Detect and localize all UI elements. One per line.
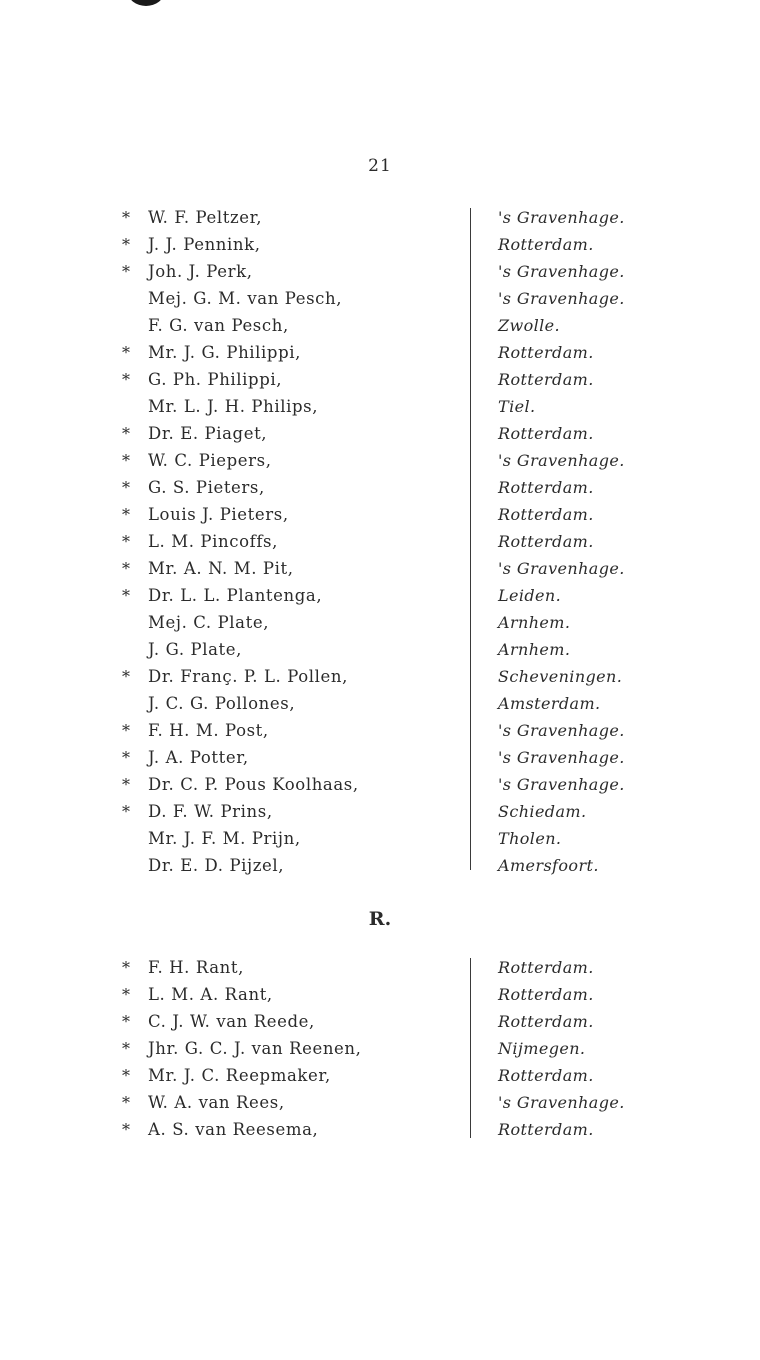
member-row (120, 339, 640, 366)
member-place: Rotterdam. (498, 532, 594, 551)
member-name: Joh. J. Perk, (148, 262, 253, 281)
ink-blot (128, 0, 164, 6)
page-number: 21 (368, 156, 392, 176)
member-place: 's Gravenhage. (498, 748, 625, 767)
member-row (120, 1062, 640, 1089)
member-place: Rotterdam. (498, 424, 594, 443)
member-name: Mr. J. F. M. Prijn, (148, 829, 301, 848)
member-name: Jhr. G. C. J. van Reenen, (148, 1039, 362, 1058)
asterisk-mark: * (122, 1012, 130, 1031)
member-place: Zwolle. (498, 316, 561, 335)
asterisk-mark: * (122, 721, 130, 740)
member-name: Mr. J. C. Reepmaker, (148, 1066, 331, 1085)
member-name: W. A. van Rees, (148, 1093, 285, 1112)
member-name: L. M. A. Rant, (148, 985, 273, 1004)
member-row (120, 1089, 640, 1116)
asterisk-mark: * (122, 667, 130, 686)
member-place: Scheveningen. (498, 667, 623, 686)
asterisk-mark: * (122, 802, 130, 821)
asterisk-mark: * (122, 343, 130, 362)
asterisk-mark: * (122, 775, 130, 794)
member-name: Dr. C. P. Pous Koolhaas, (148, 775, 359, 794)
member-row (120, 528, 640, 555)
member-place: 's Gravenhage. (498, 1093, 625, 1112)
member-row (120, 204, 640, 231)
member-place: Rotterdam. (498, 343, 594, 362)
member-row (120, 852, 640, 879)
member-name: Mr. L. J. H. Philips, (148, 397, 319, 416)
member-name: Mej. C. Plate, (148, 613, 270, 632)
member-row (120, 420, 640, 447)
member-name: Mr. J. G. Philippi, (148, 343, 301, 362)
member-name: J. J. Pennink, (148, 235, 261, 254)
member-name: Louis J. Pieters, (148, 505, 289, 524)
member-row (120, 474, 640, 501)
member-name: J. C. G. Pollones, (148, 694, 296, 713)
member-row (120, 954, 640, 981)
member-place: 's Gravenhage. (498, 208, 625, 227)
member-name: G. Ph. Philippi, (148, 370, 283, 389)
member-row (120, 663, 640, 690)
member-name: W. C. Piepers, (148, 451, 272, 470)
member-name: Dr. Franç. P. L. Pollen, (148, 667, 348, 686)
member-place: Schiedam. (498, 802, 587, 821)
member-row (120, 501, 640, 528)
asterisk-mark: * (122, 985, 130, 1004)
asterisk-mark: * (122, 235, 130, 254)
member-place: Rotterdam. (498, 505, 594, 524)
member-row (120, 393, 640, 420)
asterisk-mark: * (122, 208, 130, 227)
member-place: Leiden. (498, 586, 562, 605)
asterisk-mark: * (122, 451, 130, 470)
member-place: Amsterdam. (498, 694, 601, 713)
asterisk-mark: * (122, 1066, 130, 1085)
member-row (120, 690, 640, 717)
member-row (120, 1008, 640, 1035)
member-place: Rotterdam. (498, 985, 594, 1004)
member-place: Rotterdam. (498, 370, 594, 389)
member-name: C. J. W. van Reede, (148, 1012, 315, 1031)
member-row (120, 798, 640, 825)
member-row (120, 771, 640, 798)
member-place: Tiel. (498, 397, 536, 416)
member-row (120, 258, 640, 285)
member-row (120, 981, 640, 1008)
member-row (120, 285, 640, 312)
member-row (120, 1035, 640, 1062)
member-row (120, 555, 640, 582)
member-place: Rotterdam. (498, 1120, 594, 1139)
member-row (120, 366, 640, 393)
member-row (120, 447, 640, 474)
member-name: Mej. G. M. van Pesch, (148, 289, 343, 308)
member-name: J. G. Plate, (148, 640, 242, 659)
member-list-r (120, 954, 640, 1143)
asterisk-mark: * (122, 478, 130, 497)
member-place: 's Gravenhage. (498, 289, 625, 308)
asterisk-mark: * (122, 559, 130, 578)
member-name: Dr. L. L. Plantenga, (148, 586, 323, 605)
member-place: Rotterdam. (498, 478, 594, 497)
member-place: Arnhem. (498, 640, 571, 659)
member-row (120, 231, 640, 258)
member-place: 's Gravenhage. (498, 451, 625, 470)
member-place: 's Gravenhage. (498, 262, 625, 281)
member-place: Tholen. (498, 829, 562, 848)
member-place: Rotterdam. (498, 235, 594, 254)
asterisk-mark: * (122, 424, 130, 443)
asterisk-mark: * (122, 1093, 130, 1112)
member-place: 's Gravenhage. (498, 775, 625, 794)
asterisk-mark: * (122, 532, 130, 551)
member-name: L. M. Pincoffs, (148, 532, 278, 551)
asterisk-mark: * (122, 1039, 130, 1058)
member-name: F. G. van Pesch, (148, 316, 289, 335)
member-row (120, 1116, 640, 1143)
asterisk-mark: * (122, 370, 130, 389)
member-name: D. F. W. Prins, (148, 802, 273, 821)
member-place: Rotterdam. (498, 1012, 594, 1031)
member-name: J. A. Potter, (148, 748, 249, 767)
member-name: Dr. E. Piaget, (148, 424, 268, 443)
asterisk-mark: * (122, 586, 130, 605)
member-place: 's Gravenhage. (498, 721, 625, 740)
asterisk-mark: * (122, 958, 130, 977)
member-row (120, 825, 640, 852)
asterisk-mark: * (122, 748, 130, 767)
member-name: F. H. M. Post, (148, 721, 269, 740)
member-place: Rotterdam. (498, 1066, 594, 1085)
member-row (120, 609, 640, 636)
member-row (120, 744, 640, 771)
member-place: Nijmegen. (498, 1039, 586, 1058)
asterisk-mark: * (122, 1120, 130, 1139)
member-list-p (120, 204, 640, 879)
asterisk-mark: * (122, 262, 130, 281)
member-name: W. F. Peltzer, (148, 208, 263, 227)
section-heading-r: R. (368, 908, 392, 930)
member-place: Arnhem. (498, 613, 571, 632)
member-name: Mr. A. N. M. Pit, (148, 559, 294, 578)
member-row (120, 717, 640, 744)
member-row (120, 312, 640, 339)
member-name: Dr. E. D. Pijzel, (148, 856, 285, 875)
member-row (120, 636, 640, 663)
member-name: F. H. Rant, (148, 958, 244, 977)
member-place: Rotterdam. (498, 958, 594, 977)
member-name: G. S. Pieters, (148, 478, 265, 497)
asterisk-mark: * (122, 505, 130, 524)
member-place: 's Gravenhage. (498, 559, 625, 578)
member-name: A. S. van Reesema, (148, 1120, 319, 1139)
member-place: Amersfoort. (498, 856, 599, 875)
member-row (120, 582, 640, 609)
